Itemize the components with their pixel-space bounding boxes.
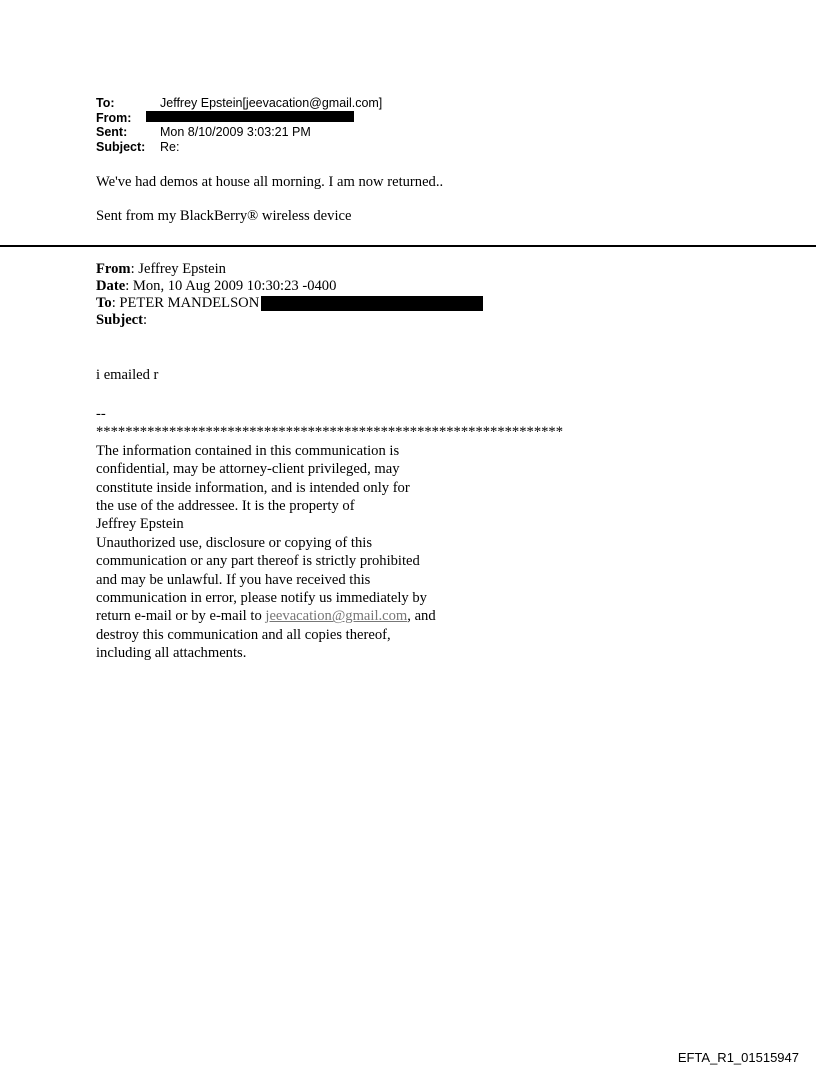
orig-date-value: : Mon, 10 Aug 2009 10:30:23 -0400 <box>125 278 337 294</box>
document-id: EFTA_R1_01515947 <box>677 1050 799 1065</box>
sig-stars: **************************************************************** <box>96 424 563 441</box>
original-message-text: i emailed r <box>96 367 159 383</box>
disclaimer-line: confidential, may be attorney-client privileged, may <box>96 461 400 478</box>
original-message-header <box>96 261 483 329</box>
disclaimer-line: including all attachments. <box>96 645 247 662</box>
disclaimer-line: Unauthorized use, disclosure or copying of this <box>96 534 373 551</box>
header-subject-row <box>96 140 382 155</box>
orig-to-label: To <box>96 295 112 311</box>
email-header <box>96 96 382 154</box>
disclaimer-line: and may be unlawful. If you have received this <box>96 571 371 588</box>
orig-to-row <box>96 295 483 312</box>
disclaimer-line: constitute inside information, and is intended only for <box>96 479 410 496</box>
disclaimer-line: Jeffrey Epstein <box>96 516 184 533</box>
orig-from-value: : Jeffrey Epstein <box>130 261 226 277</box>
confidentiality-disclaimer <box>96 405 563 663</box>
orig-date-label: Date <box>96 278 126 294</box>
orig-subject-value: : <box>143 312 148 328</box>
orig-subject-row <box>96 312 483 329</box>
sig-dashes: -- <box>96 406 106 422</box>
notify-suffix: , and <box>407 608 436 625</box>
separator-rule <box>0 245 816 247</box>
disclaimer-line: communication in error, please notify us immediately by <box>96 590 427 607</box>
email-link[interactable]: jeevacation@gmail.com <box>265 608 408 625</box>
to-value: Jeffrey Epstein[jeevacation@gmail.com] <box>160 96 383 110</box>
from-label: From: <box>96 110 132 125</box>
disclaimer-line: communication or any part thereof is strictly prohibited <box>96 553 420 570</box>
header-sent-row <box>96 125 382 140</box>
orig-from-row <box>96 261 483 278</box>
subject-value: Re: <box>160 139 180 154</box>
to-label: To: <box>96 96 115 110</box>
orig-date-row <box>96 278 483 295</box>
disclaimer-line: The information contained in this communication is <box>96 442 400 459</box>
disclaimer-notify-line <box>96 607 563 625</box>
redaction-bar-sender <box>146 111 354 122</box>
notify-prefix: return e-mail or by e-mail to <box>96 608 266 625</box>
disclaimer-line: the use of the addressee. It is the property of <box>96 498 355 515</box>
header-to-row <box>96 96 382 111</box>
sent-value: Mon 8/10/2009 3:03:21 PM <box>160 125 311 140</box>
blackberry-signature: Sent from my BlackBerry® wireless device <box>96 208 352 224</box>
redaction-bar-recipient <box>261 296 483 311</box>
disclaimer-line: destroy this communication and all copies thereof, <box>96 626 391 643</box>
orig-subject-label: Subject <box>96 312 144 328</box>
orig-to-value: : PETER MANDELSON <box>111 295 260 311</box>
subject-label: Subject: <box>96 139 146 154</box>
header-from-row <box>96 111 382 126</box>
reply-body-text: We've had demos at house all morning. I am now returned.. <box>96 174 444 190</box>
orig-from-label: From <box>96 261 131 277</box>
sent-label: Sent: <box>96 125 128 140</box>
